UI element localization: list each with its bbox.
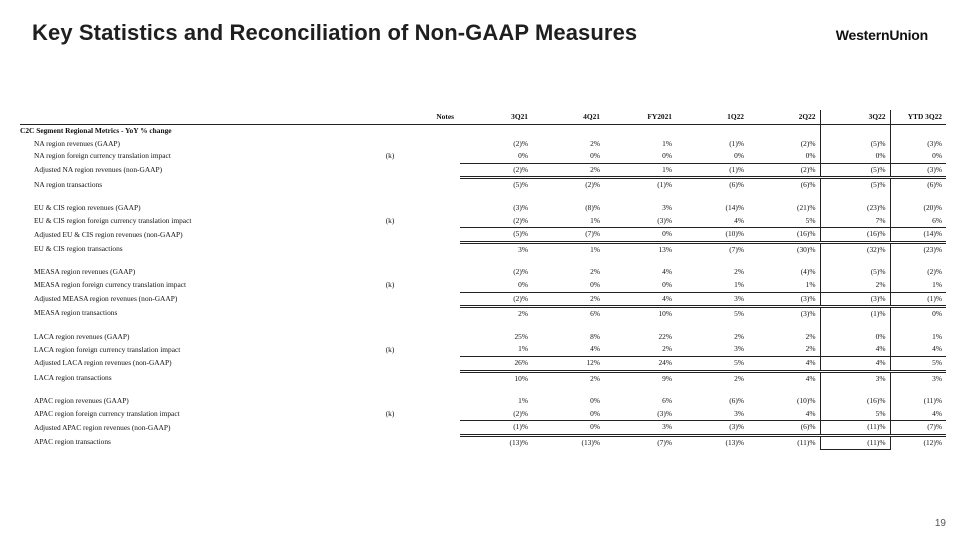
cell-value: (11)% (797, 438, 816, 448)
column-header-3q22: 3Q22 (820, 110, 890, 125)
group-spacer-row (20, 321, 946, 331)
cell-value: (1)% (676, 163, 748, 178)
cell-value: 0% (590, 396, 600, 406)
row-label: MEASA region transactions (34, 308, 118, 318)
table-row (20, 228, 946, 243)
cell-value: (7)% (729, 244, 744, 254)
cell-value: 2% (734, 331, 744, 341)
cell-value: 2% (532, 292, 604, 307)
cell-value: 4% (805, 373, 816, 383)
row-note: (k) (385, 344, 395, 354)
cell-value: (3)% (748, 292, 820, 307)
cell-value: (6)% (729, 180, 744, 190)
cell-value: 1% (460, 343, 532, 356)
cell-value: 1% (932, 331, 942, 341)
cell-value: (8)% (585, 202, 600, 212)
table-row (20, 163, 946, 178)
notes-column-header: Notes (320, 110, 460, 125)
cell-value: (2)% (748, 163, 820, 178)
row-label: APAC region transactions (34, 437, 111, 447)
cell-value: 1% (532, 215, 604, 228)
cell-value: 22% (658, 331, 672, 341)
cell-value: 0% (532, 408, 604, 421)
cell-value: 1% (890, 279, 946, 292)
cell-value: 2% (805, 331, 816, 341)
row-label: LACA region revenues (GAAP) (34, 331, 130, 341)
cell-value: (3)% (604, 408, 676, 421)
column-header-1q22: 1Q22 (676, 110, 748, 125)
row-note (320, 178, 460, 192)
cell-value: 1% (590, 244, 600, 254)
cell-value: 1% (662, 138, 672, 148)
row-note (320, 307, 460, 321)
cell-value: (11)% (820, 421, 890, 436)
cell-value: (16)% (820, 228, 890, 243)
cell-value: 3% (604, 421, 676, 436)
row-note (320, 371, 460, 385)
row-note (320, 292, 460, 307)
cell-value: 3% (518, 244, 528, 254)
cell-value: 0% (748, 150, 820, 163)
cell-value: (1)% (460, 421, 532, 436)
cell-value: (6)% (800, 180, 816, 190)
cell-value: (1)% (820, 307, 890, 321)
cell-value: (2)% (513, 267, 528, 277)
cell-value: 2% (748, 343, 820, 356)
cell-value: (13)% (581, 438, 600, 448)
cell-value: (5)% (820, 138, 890, 151)
cell-value: 2% (734, 267, 744, 277)
cell-value: 0% (532, 279, 604, 292)
table-row (20, 371, 946, 385)
cell-value: 6% (890, 215, 946, 228)
cell-value: (32)% (820, 242, 890, 256)
cell-value: (6)% (927, 180, 942, 190)
cell-value: (1)% (729, 138, 744, 148)
table-row (20, 242, 946, 256)
table-row (20, 408, 946, 421)
row-label: EU & CIS region revenues (GAAP) (34, 202, 141, 212)
column-header-4q21: 4Q21 (532, 110, 604, 125)
cell-value: 1% (604, 163, 676, 178)
cell-value: (23)% (923, 244, 942, 254)
cell-value: 2% (734, 373, 744, 383)
cell-value: (6)% (748, 421, 820, 436)
row-label: NA region revenues (GAAP) (34, 138, 120, 148)
cell-value: 3% (676, 408, 748, 421)
cell-value: (21)% (797, 202, 816, 212)
row-note (320, 266, 460, 279)
row-note (320, 242, 460, 256)
cell-value: 0% (932, 309, 942, 319)
cell-value: (16)% (748, 228, 820, 243)
row-label: Adjusted APAC region revenues (non-GAAP) (34, 422, 171, 432)
row-label: NA region transactions (34, 179, 103, 189)
cell-value: 0% (604, 279, 676, 292)
cell-value: 0% (890, 150, 946, 163)
table-row (20, 435, 946, 450)
table-row (20, 138, 946, 151)
table-row (20, 356, 946, 371)
cell-value: (16)% (820, 395, 890, 408)
cell-value: (1)% (657, 180, 672, 190)
column-header-2q22: 2Q22 (748, 110, 820, 125)
cell-value: (2)% (927, 267, 942, 277)
cell-value: (7)% (532, 228, 604, 243)
cell-value: 2% (518, 309, 528, 319)
cell-value: (14)% (725, 202, 744, 212)
cell-value: 4% (532, 343, 604, 356)
row-note (320, 395, 460, 408)
row-note: (k) (385, 151, 395, 161)
cell-value: (5)% (820, 266, 890, 279)
cell-value: 24% (604, 356, 676, 371)
row-note (320, 163, 460, 178)
cell-value: 5% (890, 356, 946, 371)
cell-value: (10)% (676, 228, 748, 243)
table-row (20, 215, 946, 228)
row-note (320, 138, 460, 151)
cell-value: 0% (532, 150, 604, 163)
cell-value: (5)% (513, 180, 528, 190)
header-row (20, 110, 946, 125)
row-label: Adjusted EU & CIS region revenues (non-GAAP) (34, 229, 183, 239)
cell-value: (30)% (797, 244, 816, 254)
row-note (320, 202, 460, 215)
cell-value: 10% (658, 309, 672, 319)
row-label: Adjusted MEASA region revenues (non-GAAP) (34, 294, 178, 304)
cell-value: 2% (590, 267, 600, 277)
cell-value: (7)% (890, 421, 946, 436)
cell-value: (13)% (509, 438, 528, 448)
cell-value: (7)% (657, 438, 672, 448)
cell-value: 2% (532, 163, 604, 178)
row-label: APAC region revenues (GAAP) (34, 396, 129, 406)
cell-value: 4% (604, 292, 676, 307)
cell-value: 3% (676, 343, 748, 356)
cell-value: 4% (676, 215, 748, 228)
cell-value: (6)% (729, 396, 744, 406)
cell-value: 25% (514, 331, 528, 341)
cell-value: (5)% (820, 163, 890, 178)
cell-value: 0% (604, 150, 676, 163)
cell-value: 0% (820, 150, 890, 163)
section-title-row (20, 125, 946, 138)
cell-value: 13% (658, 244, 672, 254)
group-spacer-row (20, 192, 946, 202)
cell-value: (3)% (890, 163, 946, 178)
cell-value: (5)% (820, 178, 890, 192)
cell-value: (10)% (797, 396, 816, 406)
row-label: MEASA region revenues (GAAP) (34, 267, 136, 277)
cell-value: 4% (748, 356, 820, 371)
regional-metrics-table (20, 110, 946, 450)
cell-value: 1% (676, 279, 748, 292)
cell-value: (12)% (923, 438, 942, 448)
row-label: LACA region foreign currency translation impact (34, 344, 181, 354)
cell-value: 2% (590, 138, 600, 148)
table-row (20, 266, 946, 279)
table-row (20, 421, 946, 436)
table-row (20, 343, 946, 356)
row-label: EU & CIS region foreign currency translation impact (34, 215, 192, 225)
row-note: (k) (385, 280, 395, 290)
row-label: NA region foreign currency translation impact (34, 151, 171, 161)
cell-value: 4% (820, 356, 890, 371)
cell-value: (3)% (800, 309, 816, 319)
cell-value: 0% (820, 331, 890, 344)
table-row (20, 307, 946, 321)
row-label: MEASA region foreign currency translation impact (34, 280, 187, 290)
cell-value: 2% (604, 343, 676, 356)
cell-value: 3% (820, 371, 890, 385)
cell-value: 4% (662, 267, 672, 277)
row-note (320, 331, 460, 344)
row-note: (k) (385, 408, 395, 418)
column-header-fy2021: FY2021 (604, 110, 676, 125)
group-spacer-row (20, 256, 946, 266)
cell-value: 3% (932, 373, 942, 383)
cell-value: 5% (676, 356, 748, 371)
table-row (20, 150, 946, 163)
group-spacer-row (20, 385, 946, 395)
row-note (320, 356, 460, 371)
cell-value: 4% (820, 343, 890, 356)
cell-value: 2% (590, 373, 600, 383)
row-label: Adjusted LACA region revenues (non-GAAP) (34, 358, 172, 368)
table-row (20, 279, 946, 292)
table-row (20, 178, 946, 192)
cell-value: (3)% (513, 202, 528, 212)
cell-value: (2)% (460, 292, 532, 307)
cell-value: (3)% (927, 138, 942, 148)
cell-value: 4% (748, 408, 820, 421)
cell-value: (2)% (460, 163, 532, 178)
cell-value: (14)% (890, 228, 946, 243)
cell-value: (2)% (585, 180, 600, 190)
row-note (320, 421, 460, 436)
section-title: C2C Segment Regional Metrics - YoY % change (20, 126, 172, 135)
cell-value: 1% (518, 396, 528, 406)
label-column-header (20, 110, 320, 125)
table-row (20, 292, 946, 307)
cell-value: 0% (676, 150, 748, 163)
cell-value: (23)% (820, 202, 890, 215)
cell-value: (2)% (460, 408, 532, 421)
cell-value: (11)% (923, 396, 942, 406)
cell-value: 0% (460, 150, 532, 163)
cell-value: (2)% (513, 138, 528, 148)
column-header-3q21: 3Q21 (460, 110, 532, 125)
row-note (320, 435, 460, 450)
cell-value: (3)% (820, 292, 890, 307)
cell-value: 4% (890, 343, 946, 356)
page-number: 19 (934, 518, 946, 529)
table-row (20, 331, 946, 344)
cell-value: 0% (532, 421, 604, 436)
cell-value: 5% (748, 215, 820, 228)
row-label: EU & CIS region transactions (34, 244, 123, 253)
page-title: Key Statistics and Reconciliation of Non-GAAP Measures (32, 20, 638, 45)
cell-value: 3% (662, 202, 672, 212)
cell-value: (5)% (460, 228, 532, 243)
cell-value: (2)% (800, 138, 816, 148)
row-label: Adjusted NA region revenues (non-GAAP) (34, 165, 163, 175)
cell-value: (4)% (800, 267, 816, 277)
cell-value: 1% (748, 279, 820, 292)
column-header-ytd-3q22: YTD 3Q22 (890, 110, 946, 125)
table-row (20, 202, 946, 215)
cell-value: (13)% (725, 438, 744, 448)
cell-value: (1)% (890, 292, 946, 307)
cell-value: 0% (604, 228, 676, 243)
western-union-logo: WesternUnion (835, 27, 928, 43)
cell-value: 10% (514, 373, 528, 383)
cell-value: 8% (590, 331, 600, 341)
cell-value: 9% (662, 373, 672, 383)
row-note (320, 228, 460, 243)
cell-value: 6% (590, 309, 600, 319)
cell-value: (3)% (604, 215, 676, 228)
table-body (20, 125, 946, 450)
cell-value: (3)% (676, 421, 748, 436)
cell-value: 3% (676, 292, 748, 307)
cell-value: (20)% (923, 202, 942, 212)
cell-value: 5% (734, 309, 744, 319)
cell-value: 26% (460, 356, 532, 371)
cell-value: 7% (820, 215, 890, 228)
cell-value: 4% (890, 408, 946, 421)
cell-value: 6% (662, 396, 672, 406)
row-label: LACA region transactions (34, 372, 112, 382)
table-row (20, 395, 946, 408)
cell-value: 5% (820, 408, 890, 421)
cell-value: 0% (460, 279, 532, 292)
cell-value: (2)% (460, 215, 532, 228)
cell-value: 2% (820, 279, 890, 292)
cell-value: 12% (532, 356, 604, 371)
row-note: (k) (385, 215, 395, 225)
row-label: APAC region foreign currency translation impact (34, 408, 180, 418)
cell-value: (11)% (820, 435, 890, 450)
